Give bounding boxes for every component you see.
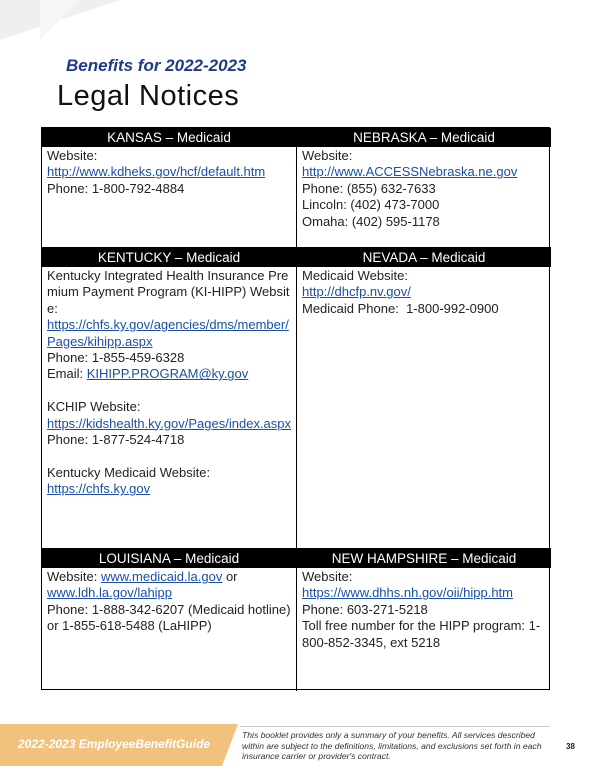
contact-line: Phone: 1-855-459-6328	[47, 350, 185, 366]
contact-link[interactable]: www.medicaid.la.gov	[100, 569, 223, 584]
contact-label: Website:	[47, 569, 101, 584]
contact-line: Kentucky Integrated Health Insurance Premium Payment Program (KI-HIPP) Website:	[47, 268, 290, 316]
contact-line: Website:	[47, 148, 98, 163]
guide-label: 2022-2023 EmployeeBenefitGuide	[18, 737, 211, 751]
contact-line: Kentucky Medicaid Website:	[47, 464, 211, 480]
table-cell	[42, 248, 297, 549]
contact-line: Website:	[302, 148, 353, 163]
footer-banner-notch	[222, 724, 238, 766]
contact-link[interactable]: www.ldh.la.gov/lahipp	[47, 585, 173, 601]
contact-line: Website:	[302, 569, 353, 584]
table-cell	[42, 128, 297, 248]
page-subtitle: Benefits for 2022-2023	[66, 56, 247, 75]
medicaid-contacts-table	[41, 127, 550, 690]
contact-line: Medicaid Phone: 1-800-992-0900	[302, 300, 499, 316]
table-cell	[297, 128, 551, 248]
contact-link[interactable]: https://chfs.ky.gov/agencies/dms/member/Pages/kihipp.aspx	[47, 317, 289, 349]
page-title: Legal Notices	[57, 80, 240, 112]
contact-line: Phone: 603-271-5218	[302, 601, 428, 617]
cell-body	[42, 147, 296, 198]
cell-heading: KANSAS – Medicaid	[42, 128, 296, 147]
cell-heading: NEBRASKA – Medicaid	[297, 128, 551, 147]
contact-line: KCHIP Website:	[47, 399, 141, 415]
contact-line: Lincoln: (402) 473-7000	[302, 197, 440, 213]
contact-link[interactable]: KIHIPP.PROGRAM@ky.gov	[86, 366, 249, 382]
contact-link[interactable]: https://chfs.ky.gov	[47, 481, 151, 497]
page-number: 38	[566, 742, 575, 751]
table-cell	[297, 248, 551, 549]
cell-heading: NEVADA – Medicaid	[297, 248, 551, 267]
contact-line: Phone: (855) 632-7633	[302, 180, 436, 196]
contact-line: Omaha: (402) 595-1178	[302, 213, 440, 229]
footer-divider	[240, 726, 550, 727]
contact-label: Email:	[47, 366, 87, 382]
contact-link[interactable]: http://dhcfp.nv.gov/	[302, 284, 411, 300]
contact-line	[47, 366, 291, 382]
contact-link[interactable]: https://www.dhhs.nh.gov/oii/hipp.htm	[302, 585, 514, 601]
table-cell	[297, 549, 551, 691]
contact-label-suffix: or	[222, 569, 238, 584]
cell-heading: KENTUCKY – Medicaid	[42, 248, 296, 267]
blank-line	[47, 383, 291, 399]
contact-link[interactable]: http://www.kdheks.gov/hcf/default.htm	[47, 164, 266, 180]
contact-link[interactable]: http://www.ACCESSNebraska.ne.gov	[302, 164, 518, 180]
blank-line	[47, 448, 291, 464]
cell-body	[297, 267, 551, 318]
table-cell	[42, 549, 297, 691]
cell-heading: LOUISIANA – Medicaid	[42, 549, 296, 568]
cell-body	[297, 147, 551, 231]
contact-line: Phone: 1-877-524-4718	[47, 432, 185, 448]
contact-line: Medicaid Website:	[302, 268, 408, 283]
cell-heading: NEW HAMPSHIRE – Medicaid	[297, 549, 551, 568]
cell-body	[297, 568, 551, 652]
cell-body	[42, 267, 296, 499]
contact-line: Phone: 1-800-792-4884	[47, 180, 185, 196]
cell-body	[42, 568, 296, 636]
contact-link[interactable]: https://kidshealth.ky.gov/Pages/index.aspx	[47, 415, 292, 431]
contact-line: Phone: 1-888-342-6207 (Medicaid hotline) or 1-855-618-5488 (LaHIPP)	[47, 601, 295, 634]
contact-line	[47, 569, 291, 585]
disclaimer-text: This booklet provides only a summary of your benefits. All services described within are subject to the definitions, limitations, and exclusions set forth in each insurance carrier or provider's contract.	[242, 730, 542, 761]
contact-line: Toll free number for the HIPP program: 1-800-852-3345, ext 5218	[302, 618, 541, 650]
corner-decoration-inner	[40, 0, 80, 40]
